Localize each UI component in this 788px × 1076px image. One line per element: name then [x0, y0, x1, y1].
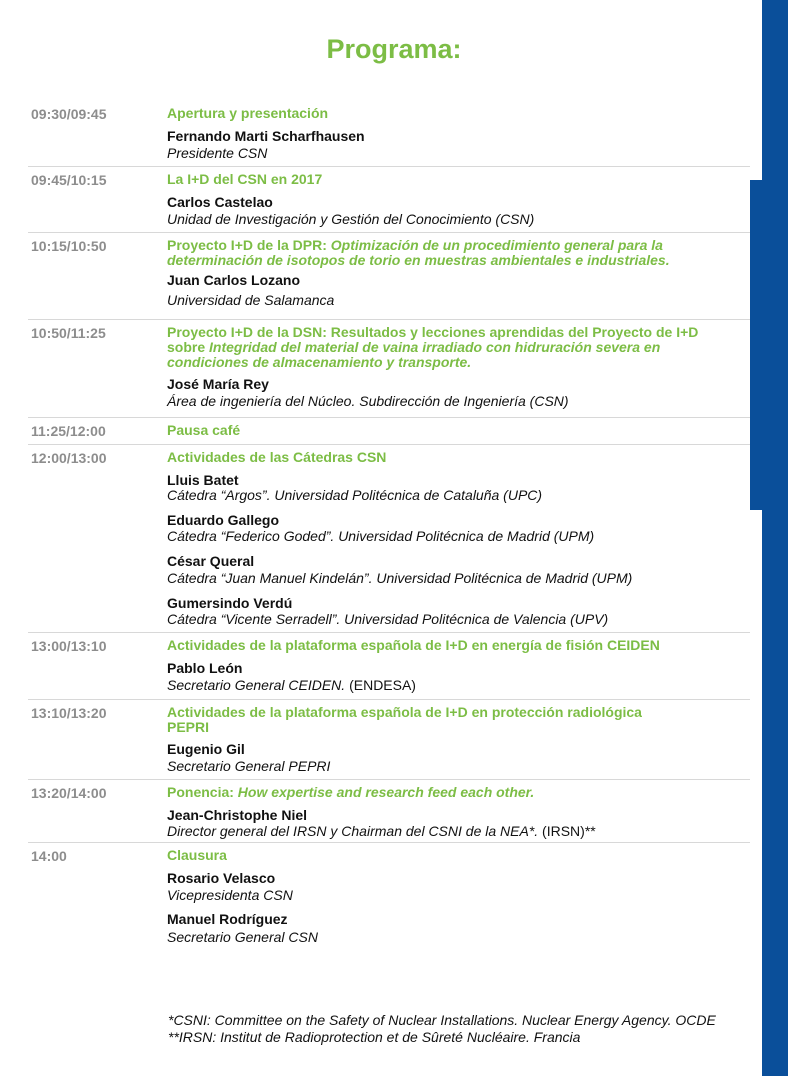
- divider: [28, 632, 750, 633]
- session-heading: Actividades de las Cátedras CSN: [167, 449, 387, 465]
- role-org: (IRSN)**: [538, 823, 596, 839]
- divider: [28, 842, 750, 843]
- speaker-name: Gumersindo Verdú: [167, 595, 293, 611]
- speaker-role: Secretario General PEPRI: [167, 758, 331, 774]
- speaker-name: José María Rey: [167, 376, 269, 392]
- divider: [28, 417, 750, 418]
- session-time: 13:10/13:20: [31, 705, 107, 721]
- speaker-name: Eugenio Gil: [167, 741, 245, 757]
- speaker-role: Secretario General CSN: [167, 929, 318, 945]
- speaker-name: Juan Carlos Lozano: [167, 272, 301, 288]
- speaker-role: Área de ingeniería del Núcleo. Subdirección de Ingeniería (CSN): [167, 393, 569, 409]
- session-time: 13:00/13:10: [31, 638, 107, 654]
- divider: [28, 319, 750, 320]
- speaker-name: Carlos Castelao: [167, 194, 273, 210]
- divider: [28, 699, 750, 700]
- session-heading: [167, 238, 737, 268]
- session-heading: Actividades de la plataforma española de I+D en protección radiológica PEPRI: [167, 704, 642, 735]
- session-time: 09:45/10:15: [31, 172, 107, 188]
- side-band-main: [750, 180, 788, 510]
- session-heading: Clausura: [167, 847, 227, 863]
- session-time: 11:25/12:00: [31, 423, 106, 439]
- session-heading: La I+D del CSN en 2017: [167, 171, 323, 187]
- session-time: 10:15/10:50: [31, 238, 107, 254]
- speaker-role: Cátedra “Vicente Serradell”. Universidad Politécnica de Valencia (UPV): [167, 611, 609, 627]
- role-text: Director general del IRSN y Chairman del CSNI de la NEA*.: [167, 823, 539, 839]
- session-time: 14:00: [31, 848, 67, 864]
- footnote-csni: *CSNI: Committee on the Safety of Nuclear Installations. Nuclear Energy Agency. OCDE: [168, 1012, 716, 1028]
- role-text: Secretario General CEIDEN.: [167, 677, 346, 693]
- speaker-role: Vicepresidenta CSN: [167, 887, 293, 903]
- speaker-role: Universidad de Salamanca: [167, 292, 335, 308]
- speaker-name: Lluis Batet: [167, 472, 239, 488]
- speaker-name: Eduardo Gallego: [167, 512, 280, 528]
- speaker-role: [167, 677, 416, 693]
- role-org: (ENDESA): [345, 677, 416, 693]
- speaker-name: Manuel Rodríguez: [167, 911, 288, 927]
- heading-italic: Optimización de un procedimiento general para la determinación de isotopos de torio en muestras ambientales e industriales.: [167, 237, 670, 268]
- speaker-role: Unidad de Investigación y Gestión del Conocimiento (CSN): [167, 211, 535, 227]
- divider: [28, 166, 750, 167]
- footnote-irsn: **IRSN: Institut de Radioprotection et de Sûreté Nucléaire. Francia: [168, 1029, 581, 1045]
- session-heading: [167, 785, 737, 800]
- speaker-role: Cátedra “Juan Manuel Kindelán”. Universidad Politécnica de Madrid (UPM): [167, 570, 633, 586]
- heading-prefix: Proyecto I+D de la DSN: Resultados y lecciones aprendidas del Proyecto de I+D sobre: [167, 324, 699, 355]
- speaker-role: Presidente CSN: [167, 145, 268, 161]
- heading-prefix: Proyecto I+D de la DPR:: [167, 237, 331, 253]
- session-time: 09:30/09:45: [31, 106, 107, 122]
- divider: [28, 779, 750, 780]
- speaker-name: César Queral: [167, 553, 255, 569]
- speaker-role: Cátedra “Federico Goded”. Universidad Politécnica de Madrid (UPM): [167, 528, 595, 544]
- session-time: 10:50/11:25: [31, 325, 106, 341]
- side-band-bottom: [762, 510, 788, 1076]
- session-heading: [167, 325, 737, 370]
- side-band-top: [762, 0, 788, 180]
- page-title: Programa:: [326, 34, 462, 64]
- session-heading: Actividades de la plataforma española de I+D en energía de fisión CEIDEN: [167, 637, 660, 653]
- divider: [28, 232, 750, 233]
- heading-italic: How expertise and research feed each other.: [237, 784, 535, 800]
- session-time: 13:20/14:00: [31, 785, 107, 801]
- speaker-role: Cátedra “Argos”. Universidad Politécnica de Cataluña (UPC): [167, 487, 543, 503]
- session-heading: Pausa café: [167, 422, 241, 438]
- speaker-name: Rosario Velasco: [167, 870, 276, 886]
- speaker-name: Pablo León: [167, 660, 243, 676]
- session-heading: Apertura y presentación: [167, 105, 329, 121]
- session-time: 12:00/13:00: [31, 450, 107, 466]
- heading-prefix: Ponencia:: [167, 784, 238, 800]
- speaker-name: Jean-Christophe Niel: [167, 807, 308, 823]
- speaker-role: [167, 823, 596, 839]
- divider: [28, 444, 750, 445]
- heading-italic: Integridad del material de vaina irradiado con hidruración severa en condiciones de almacenamiento y transporte.: [167, 339, 661, 370]
- speaker-name: Fernando Marti Scharfhausen: [167, 128, 365, 144]
